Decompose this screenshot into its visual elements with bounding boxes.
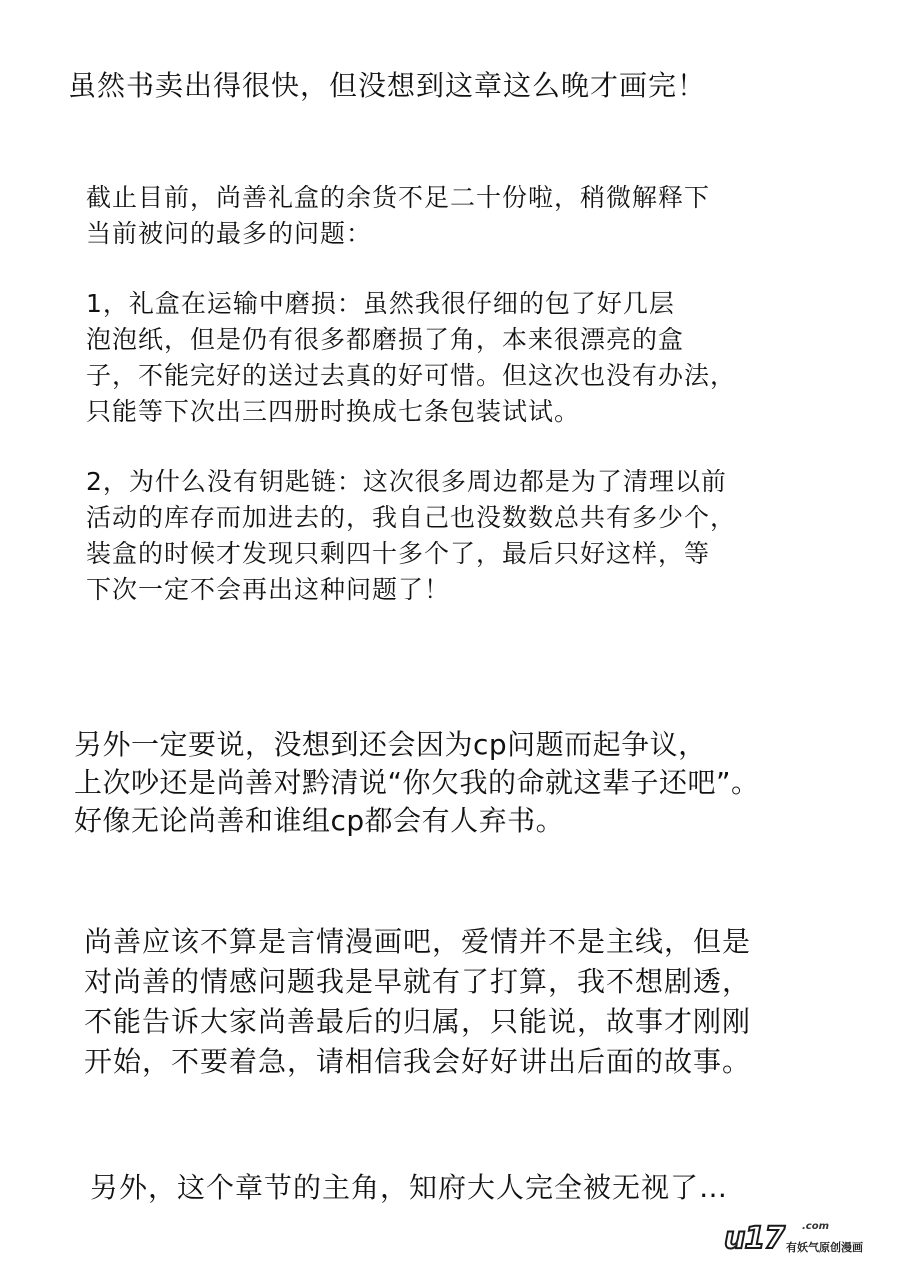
watermark-logo-text: u17 (724, 1221, 785, 1256)
text-line: 只能等下次出三四册时换成七条包装试试。 (86, 397, 581, 426)
text-line: 上次吵还是尚善对黔清说“你欠我的命就这辈子还吧”。 (74, 766, 760, 799)
watermark-domain: .com (802, 1221, 830, 1232)
text-line: 截止目前，尚善礼盒的余货不足二十份啦，稍微解释下 (86, 183, 711, 212)
text-line: 1，礼盒在运输中磨损：虽然我很仔细的包了好几层 (86, 289, 675, 318)
question-2-paragraph (86, 464, 736, 608)
text-line: 另外，这个章节的主角，知府大人完全被无视了… (90, 1171, 729, 1204)
text-line: 虽然书卖出得很快，但没想到这章这么晚才画完！ (68, 69, 707, 102)
watermark-slogan: 有妖气原创漫画 (786, 1241, 863, 1254)
romance-note-paragraph (84, 922, 751, 1082)
u17-watermark-logo (724, 1221, 874, 1261)
text-line: 泡泡纸，但是仍有很多都磨损了角，本来很漂亮的盒 (86, 325, 685, 354)
stock-paragraph (86, 180, 710, 252)
text-line: 子，不能完好的送过去真的好可惜。但这次也没有办法， (86, 361, 737, 390)
text-line: 对尚善的情感问题我是早就有了打算，我不想剧透， (84, 965, 752, 998)
text-line: 另外一定要说，没想到还会因为cp问题而起争议， (74, 728, 707, 761)
text-line: 2，为什么没有钥匙链：这次很多周边都是为了清理以前 (86, 467, 727, 496)
text-line: 当前被问的最多的问题： (86, 219, 373, 248)
question-1-paragraph (86, 286, 736, 430)
text-line: 不能告诉大家尚善最后的归属，只能说，故事才刚刚 (84, 1005, 752, 1038)
text-line: 活动的库存而加进去的，我自己也没数数总共有多少个， (86, 503, 737, 532)
text-line: 下次一定不会再出这种问题了！ (86, 575, 451, 604)
cp-note-paragraph (74, 726, 760, 840)
text-line: 开始，不要着急，请相信我会好好讲出后面的故事。 (84, 1045, 752, 1078)
text-line: 装盒的时候才发现只剩四十多个了，最后只好这样，等 (86, 539, 711, 568)
intro-paragraph (68, 66, 706, 106)
text-line: 尚善应该不算是言情漫画吧，爱情并不是主线，但是 (84, 925, 752, 958)
ending-paragraph (90, 1168, 728, 1208)
text-line: 好像无论尚善和谁组cp都会有人弃书。 (74, 804, 565, 837)
